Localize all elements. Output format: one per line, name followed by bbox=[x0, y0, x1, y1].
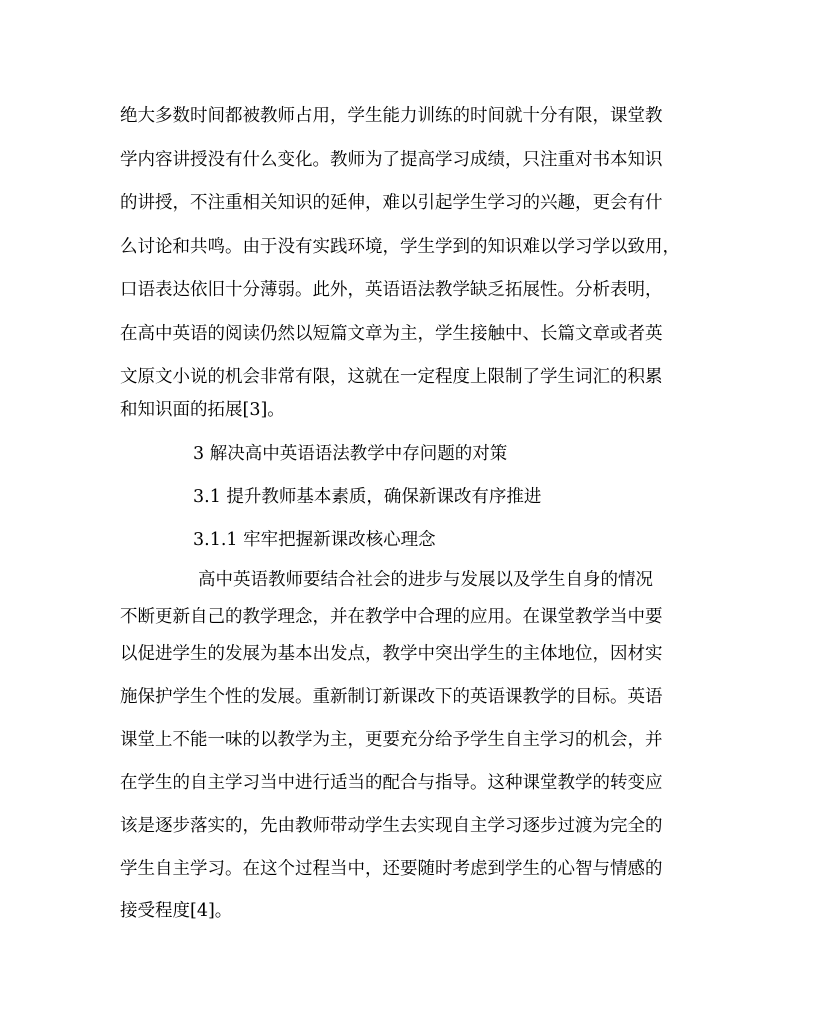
paragraph-1-line: 么讨论和共鸣。由于没有实践环境，学生学到的知识难以学习学以致用， bbox=[120, 237, 680, 257]
subsection-heading: 3.1 提升教师基本素质，确保新课改有序推进 bbox=[193, 487, 542, 507]
paragraph-1-line: 和知识面的拓展[3]。 bbox=[120, 400, 285, 420]
section-heading: 3 解决高中英语语法教学中存问题的对策 bbox=[193, 444, 508, 464]
paragraph-1-line: 绝大多数时间都被教师占用，学生能力训练的时间就十分有限，课堂教 bbox=[120, 106, 663, 126]
paragraph-2-line: 在学生的自主学习当中进行适当的配合与指导。这种课堂教学的转变应 bbox=[120, 773, 663, 793]
paragraph-1-line: 在高中英语的阅读仍然以短篇文章为主，学生接触中、长篇文章或者英 bbox=[120, 324, 663, 344]
paragraph-1-line: 学内容讲授没有什么变化。教师为了提高学习成绩，只注重对书本知识 bbox=[120, 150, 663, 170]
paragraph-2-line: 以促进学生的发展为基本出发点，教学中突出学生的主体地位，因材实 bbox=[120, 644, 663, 664]
paragraph-2-line: 高中英语教师要结合社会的进步与发展以及学生自身的情况 bbox=[198, 570, 653, 590]
paragraph-1-line: 文原文小说的机会非常有限，这就在一定程度上限制了学生词汇的积累 bbox=[120, 367, 663, 387]
paragraph-2-line: 接受程度[4]。 bbox=[120, 901, 233, 921]
paragraph-2-line: 该是逐步落实的，先由教师带动学生去实现自主学习逐步过渡为完全的 bbox=[120, 816, 663, 836]
subsubsection-heading: 3.1.1 牢牢把握新课改核心理念 bbox=[193, 530, 436, 550]
paragraph-2-line: 学生自主学习。在这个过程当中，还要随时考虑到学生的心智与情感的 bbox=[120, 859, 663, 879]
paragraph-1-line: 的讲授，不注重相关知识的延伸，难以引起学生学习的兴趣，更会有什 bbox=[120, 193, 663, 213]
paragraph-1-line: 口语表达依旧十分薄弱。此外，英语语法教学缺乏拓展性。分析表明， bbox=[120, 280, 663, 300]
paragraph-2-line: 施保护学生个性的发展。重新制订新课改下的英语课教学的目标。英语 bbox=[120, 687, 663, 707]
paragraph-2-line: 课堂上不能一味的以教学为主，更要充分给予学生自主学习的机会，并 bbox=[120, 730, 663, 750]
paragraph-2-line: 不断更新自己的教学理念，并在教学中合理的应用。在课堂教学当中要 bbox=[120, 607, 663, 627]
